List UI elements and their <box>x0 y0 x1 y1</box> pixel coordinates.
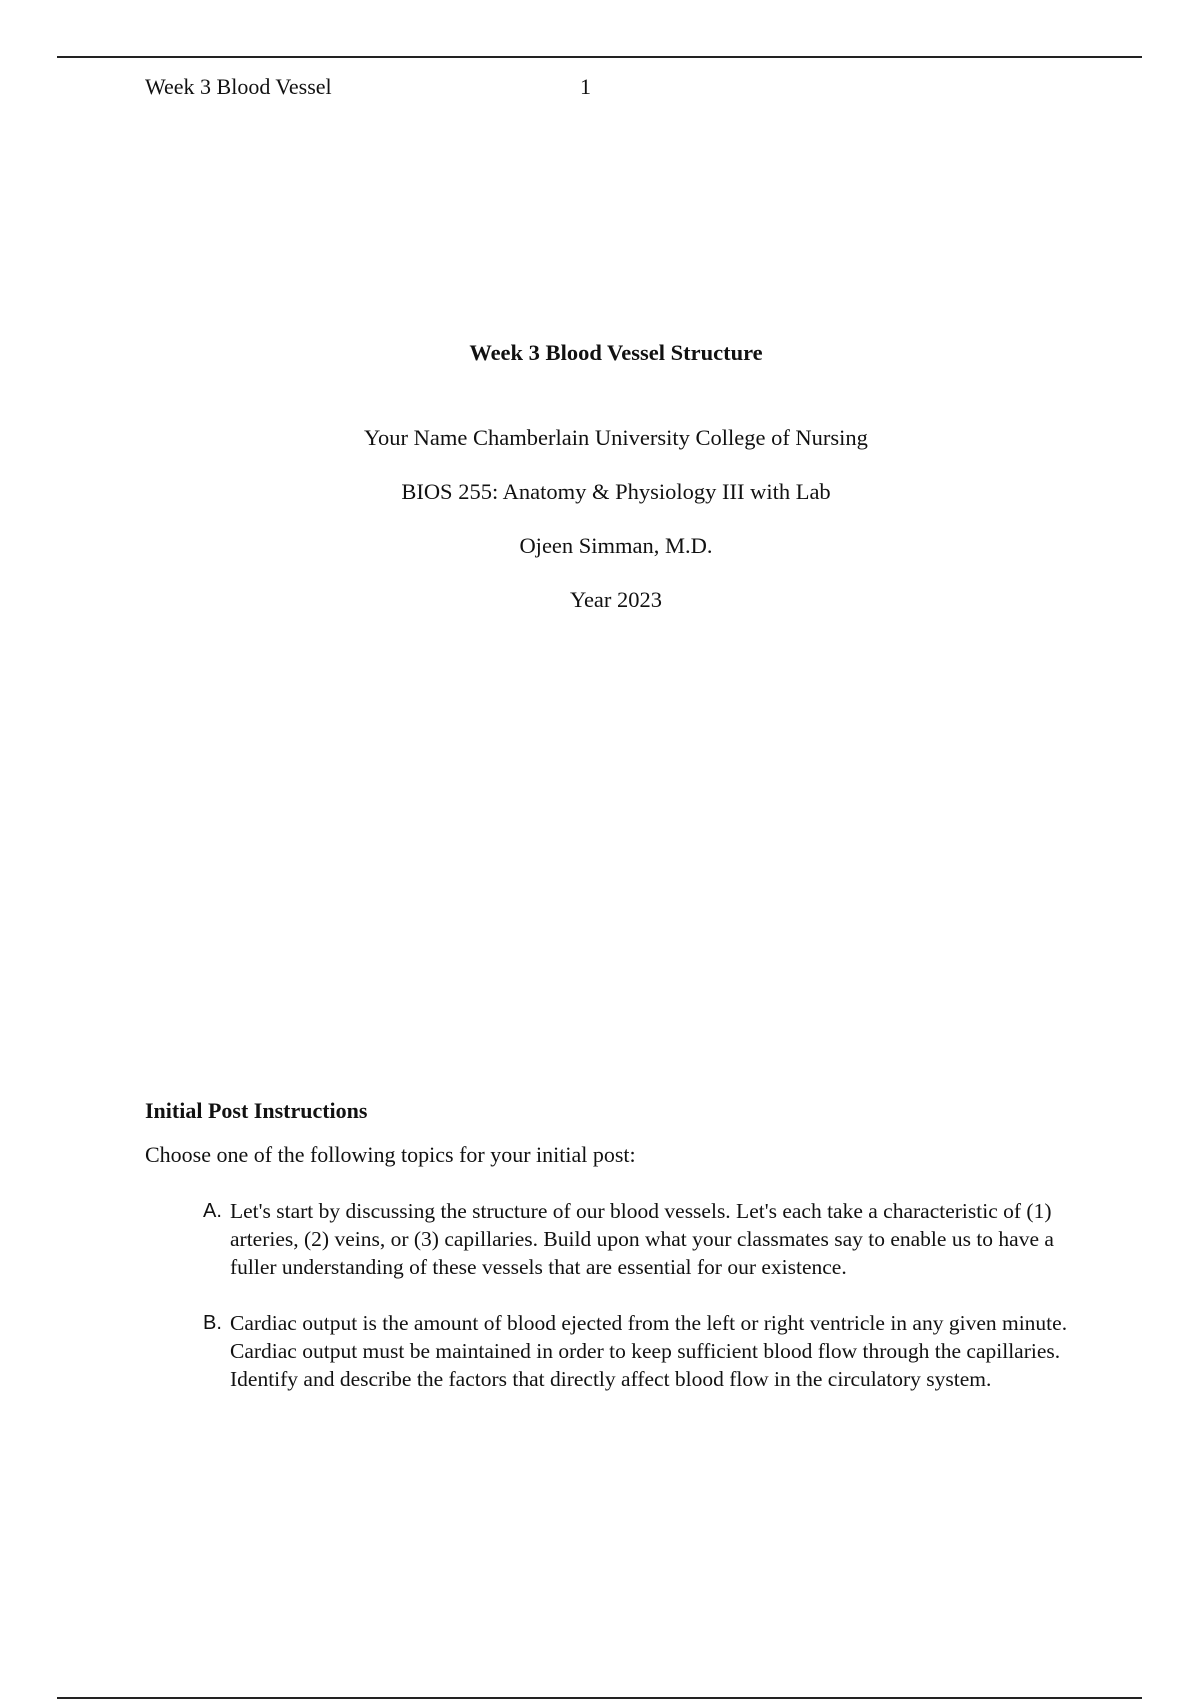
topic-marker: B. <box>203 1312 222 1334</box>
running-head: Week 3 Blood Vessel <box>145 74 332 99</box>
topic-text: Cardiac output is the amount of blood ejected from the left or right ventricle in any given minute. Cardiac output must be maintained in order to keep sufficient blood flow through the capillaries. Identify and describe the factors that directly affect blood flow in the circulatory system. <box>230 1311 1068 1391</box>
topic-item-b <box>203 1309 1103 1393</box>
top-rule <box>57 56 1142 58</box>
paper-date: Year 2023 <box>569 587 663 612</box>
title-block <box>0 337 1200 616</box>
topic-list <box>203 1197 1103 1393</box>
author-institution: Your Name Chamberlain University College of Nursing <box>364 425 868 450</box>
instructions-intro: Choose one of the following topics for your initial post: <box>145 1142 636 1167</box>
instructions-heading: Initial Post Instructions <box>145 1098 368 1123</box>
page-number: 1 <box>580 74 591 99</box>
instructor-name: Ojeen Simman, M.D. <box>519 533 713 558</box>
paper-title: Week 3 Blood Vessel Structure <box>469 340 763 365</box>
bottom-rule <box>57 1697 1142 1699</box>
topic-marker: A. <box>203 1200 222 1222</box>
topic-text: Let's start by discussing the structure of our blood vessels. Let's each take a characteristic of (1) arteries, (2) veins, or (3) capillaries. Build upon what your classmates say to enable us to have a fuller understanding of these vessels that are essential for our existence. <box>230 1199 1054 1279</box>
course-name: BIOS 255: Anatomy & Physiology III with Lab <box>401 479 831 504</box>
topic-item-a <box>203 1197 1103 1281</box>
